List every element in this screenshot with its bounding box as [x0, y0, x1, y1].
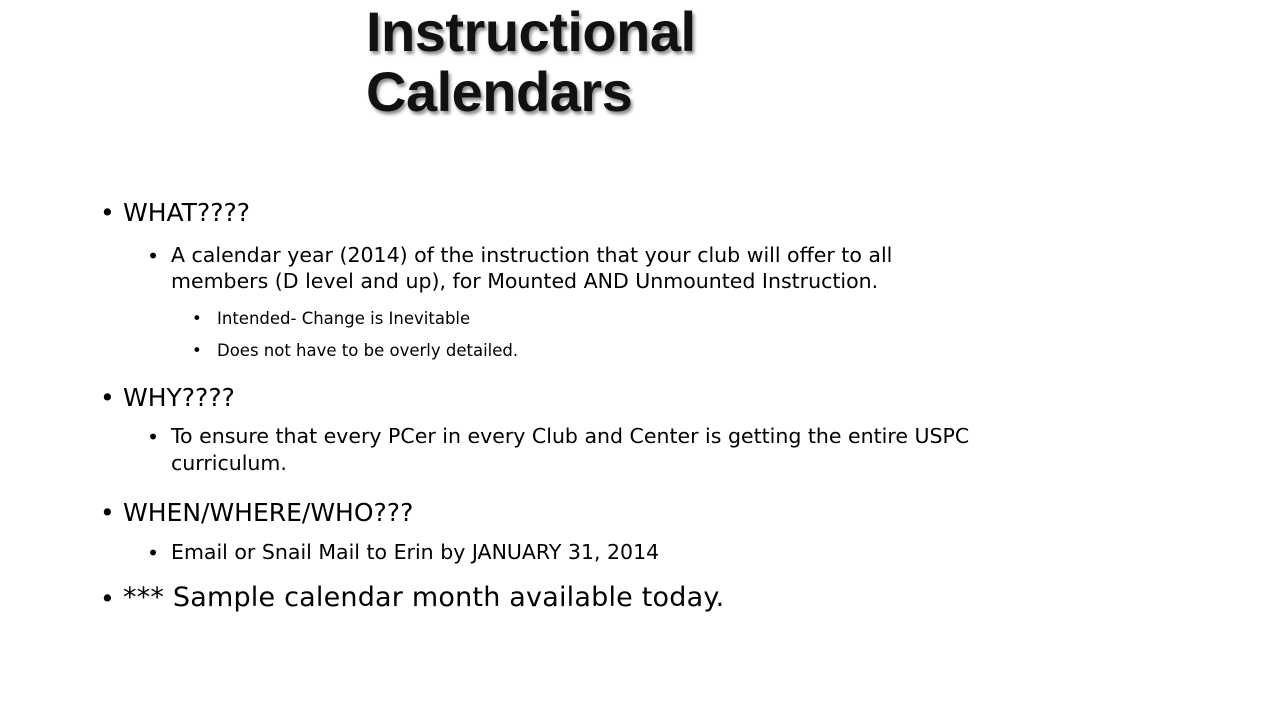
bullet-why: WHY???? — [123, 383, 235, 412]
bullet-dot: • — [100, 584, 115, 613]
bullet-dot: • — [147, 244, 160, 268]
bullet-dot: • — [192, 309, 202, 328]
what-detail-line-1: A calendar year (2014) of the instruction that your club will offer to all — [171, 243, 893, 267]
title-line-1: Instructional — [366, 0, 696, 63]
why-detail-line-1: To ensure that every PCer in every Club and Center is getting the entire USPC — [171, 424, 970, 448]
bullet-dot: • — [100, 498, 115, 527]
why-detail-line-2: curriculum. — [171, 451, 287, 475]
slide-title — [366, 2, 1066, 122]
when-detail: Email or Snail Mail to Erin by JANUARY 31, 2014 — [171, 540, 660, 564]
bullet-sample: *** Sample calendar month available today. — [123, 582, 725, 613]
bullet-dot: • — [147, 541, 160, 565]
bullet-dot: • — [147, 425, 160, 449]
bullet-when: WHEN/WHERE/WHO??? — [123, 498, 414, 527]
bullet-dot: • — [100, 383, 115, 412]
what-point-intended: Intended- Change is Inevitable — [217, 309, 471, 328]
title-line-2: Calendars — [366, 60, 633, 123]
what-point-detail: Does not have to be overly detailed. — [217, 341, 519, 360]
bullet-dot: • — [192, 341, 202, 360]
bullet-what: WHAT???? — [123, 198, 251, 227]
what-detail-line-2: members (D level and up), for Mounted AND Unmounted Instruction. — [171, 269, 879, 293]
bullet-dot: • — [100, 198, 115, 227]
